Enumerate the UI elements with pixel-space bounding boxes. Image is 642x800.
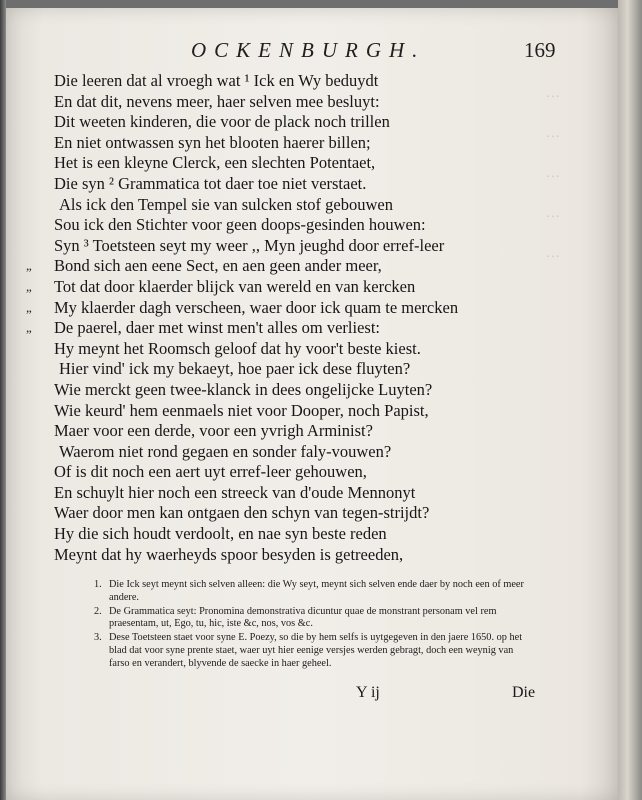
verse-line: Of is dit noch een aert uyt erref-leer gehouwen, xyxy=(54,462,367,482)
verse-line: Maer voor een derde, voor een yvrigh Arminist? xyxy=(54,421,373,441)
bleed-through-mark: … xyxy=(546,206,560,221)
footnote-number: 3. xyxy=(94,632,102,644)
footnote xyxy=(94,632,534,670)
page-number: 169 xyxy=(524,38,556,62)
bleed-through-mark: … xyxy=(546,86,560,101)
book-page-stack-right xyxy=(618,0,642,800)
page-header xyxy=(6,38,618,68)
catchword: Die xyxy=(512,684,536,701)
book-page xyxy=(6,8,618,800)
verse-line: Wie merckt geen twee-klanck in dees ongelijcke Luyten? xyxy=(54,379,433,399)
verse-line: Waerom niet rond gegaen en sonder faly-vouwen? xyxy=(59,441,392,461)
verse-body xyxy=(26,71,576,565)
footnote-number: 2. xyxy=(94,605,102,617)
quote-marker: „ xyxy=(26,278,32,294)
verse-line: „ My klaerder dagh verscheen, waer door ick quam te mercken xyxy=(26,297,459,317)
running-head: OCKENBURGH. xyxy=(191,38,426,62)
bleed-through-mark: … xyxy=(546,246,560,261)
footnote xyxy=(94,606,534,632)
verse-line: Dit weeten kinderen, die voor de plack noch trillen xyxy=(54,112,390,132)
footnotes xyxy=(94,579,534,672)
verse-line: En dat dit, nevens meer, haer selven mee besluyt: xyxy=(54,91,380,111)
footnote-text: De Grammatica seyt: Pronomina demonstrativa dicuntur quae de monstrant personam vel rem praesentam, ut, Ego, tu, hic, iste &c, nos, vos &c. xyxy=(109,605,497,630)
verse-line: „ Tot dat door klaerder blijck van wereld en van kercken xyxy=(26,276,416,296)
footnote-text: Die Ick seyt meynt sich selven alleen: die Wy seyt, meynt sich selven ende daer by noch een of meer andere. xyxy=(109,579,524,603)
quote-marker: „ xyxy=(26,258,32,274)
verse-line: Die syn ² Grammatica tot daer toe niet verstaet. xyxy=(54,173,367,193)
footnote-number: 1. xyxy=(94,579,102,590)
quote-marker: „ xyxy=(26,299,32,315)
verse-line: En niet ontwassen syn het blooten haerer billen; xyxy=(54,132,371,152)
bleed-through-mark: … xyxy=(546,166,560,181)
footnote-text: Dese Toetsteen staet voor syne E. Poezy, so die by hem selfs is uytgegeven in den jaere 1650. op het blad dat voor syne prente staet, waer uyt hier eenige versjes werden gebragt, doch een weynig van farso en verandert, blyvende de saecke in haer geheel. xyxy=(109,632,523,669)
bleed-through-mark: … xyxy=(546,126,560,141)
verse-line: Als ick den Tempel sie van sulcken stof gebouwen xyxy=(59,194,393,214)
page-footer xyxy=(6,684,618,708)
verse-line: En schuylt hier noch een streeck van d'oude Mennonyt xyxy=(54,482,416,502)
footnote xyxy=(94,579,534,605)
verse-line: Hier vind' ick my bekaeyt, hoe paer ick dese fluyten? xyxy=(59,359,411,379)
signature-mark: Y ij xyxy=(356,684,380,701)
verse-line: Het is een kleyne Clerck, een slechten Potentaet, xyxy=(54,153,376,173)
quote-marker: „ xyxy=(26,320,32,336)
verse-line: Meynt dat hy waerheyds spoor besyden is getreeden, xyxy=(54,544,404,564)
verse-line: Wie keurd' hem eenmaels niet voor Dooper, noch Papist, xyxy=(54,400,429,420)
verse-line: Waer door men kan ontgaen den schyn van tegen-strijdt? xyxy=(54,503,430,523)
verse-line: Sou ick den Stichter voor geen doops-gesinden houwen: xyxy=(54,215,426,235)
verse-line: Hy meynt het Roomsch geloof dat hy voor't beste kiest. xyxy=(54,338,421,358)
verse-line: Hy die sich houdt verdoolt, en nae syn beste reden xyxy=(54,524,387,544)
verse-line: „ Bond sich aen eene Sect, en aen geen ander meer, xyxy=(26,256,382,276)
verse-line: Die leeren dat al vroegh wat ¹ Ick en Wy beduydt xyxy=(54,71,379,90)
verse-line: „ De paerel, daer met winst men't alles om verliest: xyxy=(26,318,380,338)
verse-line: Syn ³ Toetsteen seyt my weer ,, Myn jeughd door erref-leer xyxy=(54,235,445,255)
